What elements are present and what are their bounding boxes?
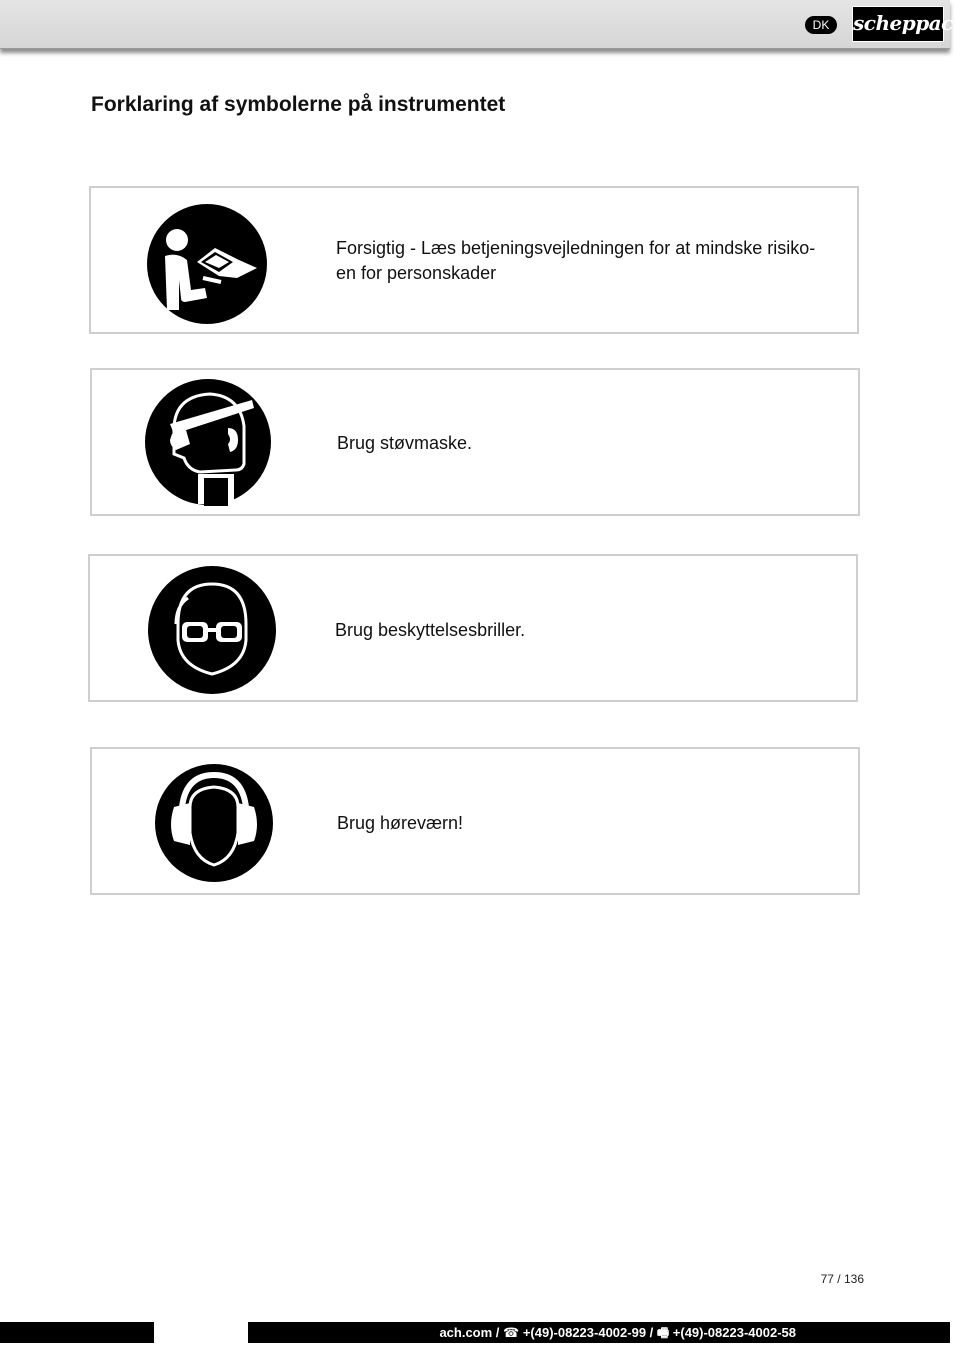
symbol-box-ear-protection <box>90 747 860 895</box>
safety-goggles-icon <box>148 566 276 694</box>
symbol-box-safety-goggles <box>88 554 858 702</box>
symbol-text-line-1: Forsigtig - Læs betjeningsvejledningen for at mindske risiko- <box>336 238 816 258</box>
dust-mask-icon <box>144 378 272 506</box>
footer-contact: ach.com / ☎ +(49)-08223-4002-99 / 🖷 +(49)-08223-4002-58 <box>439 1325 796 1340</box>
page-number: 77 / 136 <box>820 1272 864 1286</box>
symbol-box-dust-mask <box>90 368 860 516</box>
read-manual-icon <box>145 202 269 326</box>
symbol-text-read-manual <box>336 236 851 286</box>
symbol-text-safety-goggles: Brug beskyttelsesbriller. <box>335 620 526 640</box>
scheppach-logo: scheppach <box>852 6 944 42</box>
symbol-text-dust-mask: Brug støvmaske. <box>337 433 473 453</box>
footer-gap <box>154 1322 248 1343</box>
header-bar <box>0 0 967 49</box>
symbol-text-line-2: en for personskader <box>336 263 497 283</box>
symbol-text-ear-protection: Brug høreværn! <box>337 813 464 833</box>
symbol-box-read-manual <box>89 186 859 334</box>
ear-protection-icon <box>154 763 274 883</box>
language-badge: DK <box>805 16 837 34</box>
footer-bar <box>0 1322 950 1343</box>
page-title: Forklaring af symbolerne på instrumentet <box>91 93 506 116</box>
